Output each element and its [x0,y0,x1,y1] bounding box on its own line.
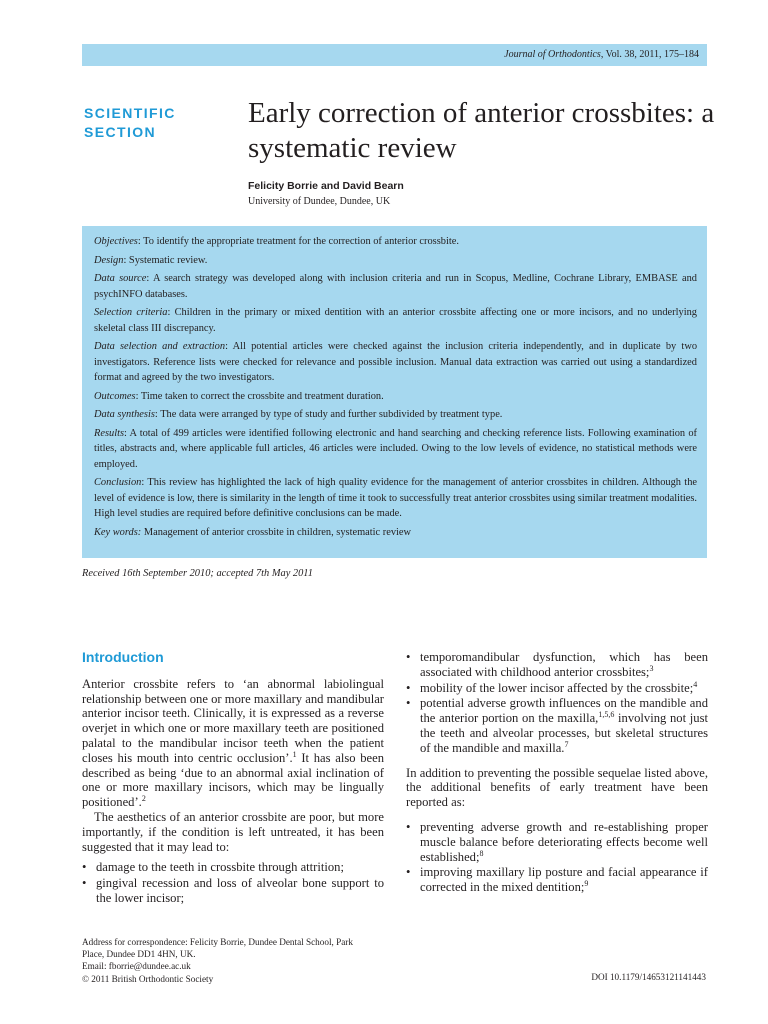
bullet-icon: • [406,865,411,880]
authors: Felicity Borrie and David Bearn [248,180,404,192]
bullet-icon: • [406,650,411,664]
abstract-data-synthesis: Data synthesis: The data were arranged by type of study and further subdivided by treatment type. [94,409,503,420]
list-item: • potential adverse growth influences on the mandible and the anterior portion on the maxilla,$^{1,5,6}$ involving not just the teeth and alveolar processes, but skeletal structures of the mandible and maxilla.$^7$ [406,696,708,755]
section-label: SCIENTIFIC SECTION [84,105,176,140]
left-column [82,650,384,907]
abstract-data-source: Data source: A search strategy was developed along with inclusion criteria and run in Scopus, Medline, Cochrane Library, EMBASE and psychINFO databases. [94,273,697,300]
list-item: • preventing adverse growth and re-establishing proper muscle balance before deteriorating effects become well established;$^8$ [406,819,708,864]
abstract-keywords: Key words: Management of anterior crossbite in children, systematic review [94,526,412,538]
abstract-design: Design: Systematic review. [94,254,208,266]
abstract-selection-criteria: Selection criteria: Children in the primary or mixed dentition with an anterior crossbite affecting one or more incisors, and no underlying skeletal class III discrepancy. [94,307,697,334]
bullet-icon: • [82,876,87,891]
abstract-results: Results: A total of 499 articles were identified following electronic and hand searching and checking reference lists. Following examination of titles, abstracts and, where applicable full articles, 46 articles were included. Owing to the low levels of evidence, no statistical methods were employed. [94,427,697,470]
copyright: © 2011 British Orthodontic Society [82,973,214,984]
abstract-objectives: Objectives: To identify the appropriate treatment for the correction of anterior crossbite. [94,236,459,247]
abstract-box [82,226,707,558]
correspondence-address: Address for correspondence: Felicity Borrie, Dundee Dental School, Park Place, Dundee DD1 4HN, UK. [82,937,353,960]
bullet-icon: • [406,819,411,834]
intro-paragraph-1: Anterior crossbite refers to ‘an abnormal labiolingual relationship between one or more maxillary and mandibular anterior incisor teeth. Clinically, it is expressed as a reverse overjet in which one or more maxillary teeth are positioned palatal to the mandibular incisor teeth when the patient closes his mouth into centric occlusion’.$^1$ It has also been described as being ‘due to an abnormal axial inclination of one or more maxillary incisors, which may be lingually positioned’.$^2$ [82,676,384,810]
doi: DOI 10.1179/14653121141443 [591,972,706,982]
list-item: • mobility of the lower incisor affected by the crossbite;$^4$ [406,679,698,695]
bullet-icon: • [82,860,87,875]
intro-paragraph-2: The aesthetics of an anterior crossbite are poor, but more importantly, if the condition is left untreated, it has been suggested that it may lead to: [82,809,384,854]
list-item: • damage to the teeth in crossbite through attrition; [82,860,344,875]
correspondence-footer [82,936,362,985]
sequelae-list-left [82,860,384,905]
abstract-conclusion: Conclusion: This review has highlighted the lack of high quality evidence for the management of anterior crossbites in children. Although the level of evidence is low, there is similarity in the length of time it took to successfully treat anterior crossbites using similar treatment modalities. High level studies are required before definitive conclusions can be made. [94,477,697,519]
affiliation: University of Dundee, Dundee, UK [248,196,391,207]
article-title: Early correction of anterior crossbites: a systematic review [248,97,715,164]
sequelae-list-right [406,650,708,756]
received-dates: Received 16th September 2010; accepted 7th May 2011 [82,568,313,579]
introduction-heading: Introduction [82,649,164,665]
right-column [406,650,708,896]
abstract-data-selection: Data selection and extraction: All potential articles were checked against the inclusion criteria independently, and in duplicate by two investigators. Reference lists were checked for relevance and possible inclusion. Manual data extraction was carried out using a standardized format and agreed by the two investigators. [94,341,698,383]
intro-paragraph-3: In addition to preventing the possible sequelae listed above, the additional benefits of early treatment have been reported as: [406,765,708,810]
list-item: • improving maxillary lip posture and facial appearance if corrected in the mixed dentition;$^9$ [406,865,708,895]
journal-header-bar [82,44,707,66]
journal-volume-pages: , Vol. 38, 2011, 175–184 [600,49,699,60]
list-item: • gingival recession and loss of alveolar bone support to the lower incisor; [82,876,384,905]
bullet-icon: • [406,696,411,711]
abstract-outcomes: Outcomes: Time taken to correct the crossbite and treatment duration. [94,390,384,402]
journal-reference [504,49,699,60]
correspondence-email: Email: fborrie@dundee.ac.uk [82,961,191,972]
list-item: • temporomandibular dysfunction, which has been associated with childhood anterior crossbites;$^3$ [406,650,708,679]
journal-name: Journal of Orthodontics [504,49,601,60]
bullet-icon: • [406,680,411,695]
benefits-list [406,820,708,895]
